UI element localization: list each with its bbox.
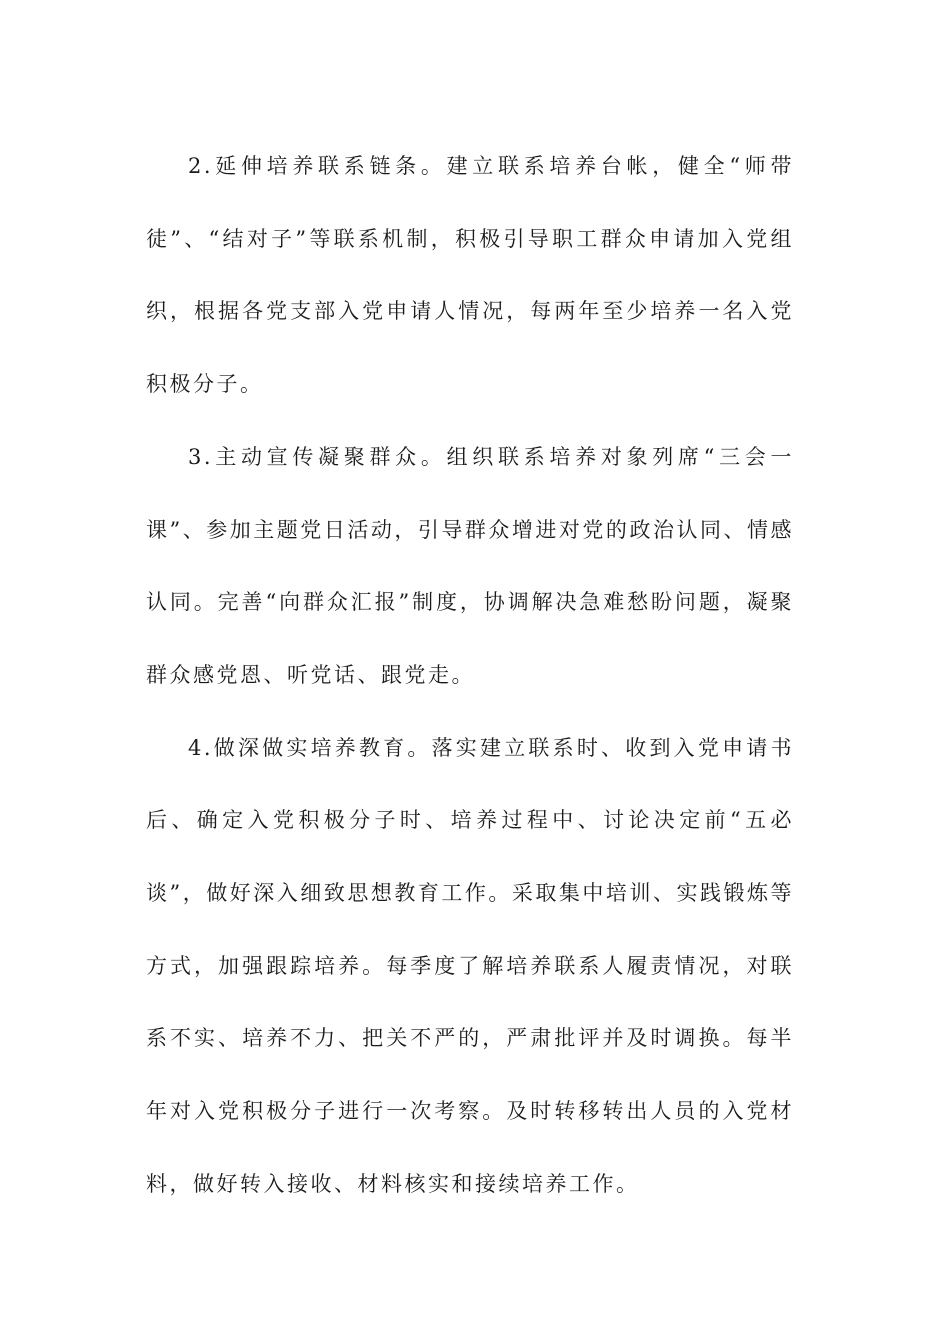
paragraph-deepen-training-education: 4.做深做实培养教育。落实建立联系时、收到入党申请书后、确定入党积极分子时、培养过程中、讨论决定前“五必谈”，做好深入细致思想教育工作。采取集中培训、实践锻炼等方式，加强跟踪培养。每季度了解培养联系人履责情况，对联系不实、培养不力、把关不严的，严肃批评并及时调换。每半年对入党积极分子进行一次考察。及时转移转出人员的入党材料，做好转入接收、材料核实和接续培养工作。 [146,735,794,1196]
paragraph-publicize-unite-masses: 3.主动宣传凝聚群众。组织联系培养对象列席“三会一课”、参加主题党日活动，引导群众增进对党的政治认同、情感认同。完善“向群众汇报”制度，协调解决急难愁盼问题，凝聚群众感党恩、听党话、跟党走。 [146,444,794,687]
document-body [146,130,794,1221]
paragraph-extend-training-chain: 2.延伸培养联系链条。建立联系培养台帐，健全“师带徒”、“结对子”等联系机制，积极引导职工群众申请加入党组织，根据各党支部入党申请人情况，每两年至少培养一名入党积极分子。 [146,154,794,397]
